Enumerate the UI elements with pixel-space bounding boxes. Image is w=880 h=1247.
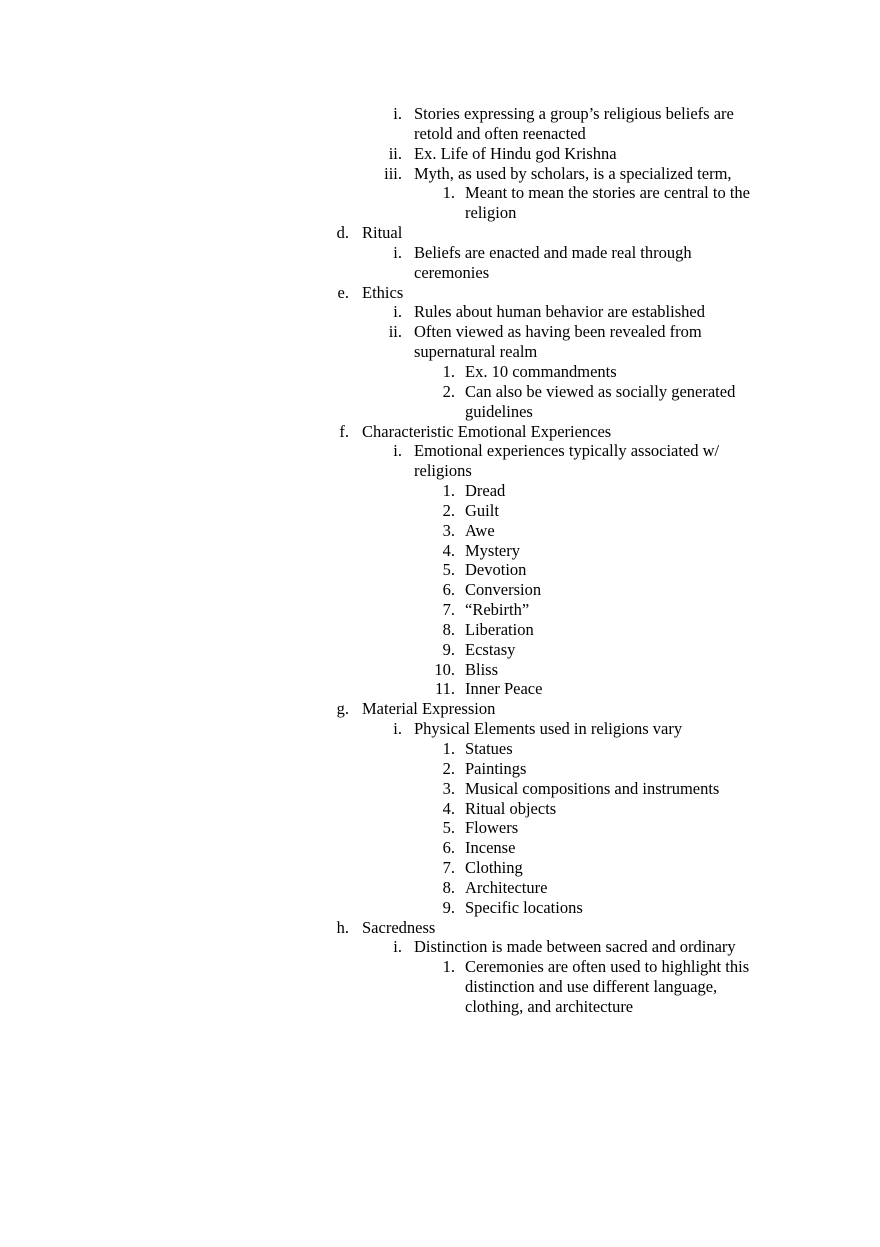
outline-line (0, 739, 880, 759)
list-item-text: Meant to mean the stories are central to the (465, 183, 750, 203)
list-marker: i. (393, 104, 402, 123)
outline-line (0, 818, 880, 838)
list-marker: 5. (442, 560, 455, 580)
list-marker: 9. (442, 897, 455, 917)
list-marker: g. (336, 699, 349, 719)
list-marker: 6. (442, 580, 455, 600)
list-item-text: Ritual objects (465, 798, 557, 818)
list-item-text: Ethics (362, 282, 404, 302)
list-item-text: religion (465, 203, 517, 223)
list-marker: 1. (442, 481, 455, 501)
list-item-text: Architecture (465, 877, 548, 897)
list-item-text: Bliss (465, 659, 499, 679)
outline-line (0, 362, 880, 382)
outline-list (0, 104, 880, 1017)
list-item-text: Inner Peace (465, 679, 543, 699)
outline-line (0, 799, 880, 819)
outline-line (0, 620, 880, 640)
outline-line (0, 322, 880, 342)
list-item-text: Guilt (465, 500, 499, 520)
list-marker: i. (393, 719, 402, 739)
outline-line (0, 124, 880, 144)
outline-line (0, 481, 880, 501)
outline-line (0, 422, 880, 442)
list-item-text: Emotional experiences typically associated w/ (414, 441, 720, 461)
list-marker: 3. (442, 520, 455, 540)
outline-line (0, 699, 880, 719)
list-item-text: religions (414, 461, 472, 481)
list-item-text: Clothing (465, 858, 523, 878)
list-item-text: Statues (465, 739, 513, 758)
list-marker: e. (337, 282, 349, 302)
outline-line (0, 838, 880, 858)
outline-line (0, 183, 880, 203)
outline-line (0, 283, 880, 303)
list-item-text: Can also be viewed as socially generated (465, 381, 736, 401)
outline-line (0, 660, 880, 680)
list-item-text: Mystery (465, 540, 520, 560)
outline-line (0, 779, 880, 799)
list-item-text: Sacredness (362, 917, 436, 937)
list-item-text: Material Expression (362, 699, 496, 719)
list-marker: i. (393, 937, 402, 957)
list-marker: f. (339, 421, 349, 441)
outline-line (0, 541, 880, 561)
list-item-text: Physical Elements used in religions vary (414, 719, 683, 739)
list-item-text: Stories expressing a group’s religious beliefs are (414, 104, 734, 123)
list-marker: 2. (442, 758, 455, 778)
list-item-text: Liberation (465, 619, 534, 639)
outline-line (0, 263, 880, 283)
list-marker: i. (393, 242, 402, 262)
list-marker: 2. (442, 381, 455, 401)
list-item-text: guidelines (465, 401, 533, 421)
list-marker: 1. (442, 361, 455, 381)
list-item-text: retold and often reenacted (414, 123, 586, 143)
outline-line (0, 977, 880, 997)
list-item-text: Conversion (465, 580, 542, 600)
list-item-text: Ceremonies are often used to highlight this (465, 957, 750, 977)
list-marker: iii. (384, 163, 402, 183)
outline-line (0, 918, 880, 938)
outline-line (0, 104, 880, 124)
list-marker: 6. (442, 838, 455, 858)
list-item-text: Ex. Life of Hindu god Krishna (414, 143, 617, 163)
outline-line (0, 382, 880, 402)
outline-line (0, 898, 880, 918)
outline-line (0, 402, 880, 422)
outline-line (0, 144, 880, 164)
list-marker: 8. (442, 619, 455, 639)
outline-line (0, 759, 880, 779)
outline-line (0, 342, 880, 362)
list-marker: 10. (434, 659, 455, 679)
list-marker: d. (336, 223, 349, 243)
list-marker: 11. (434, 679, 455, 699)
list-item-text: Musical compositions and instruments (465, 778, 720, 798)
outline-line (0, 580, 880, 600)
list-item-text: Distinction is made between sacred and ordinary (414, 937, 736, 957)
outline-line (0, 164, 880, 184)
list-item-text: Awe (465, 520, 495, 540)
outline-line (0, 521, 880, 541)
list-item-text: Rules about human behavior are established (414, 302, 705, 322)
list-item-text: Ritual (362, 223, 403, 243)
list-item-text: Paintings (465, 758, 527, 778)
list-marker: 2. (442, 500, 455, 520)
list-item-text: Often viewed as having been revealed from (414, 322, 702, 342)
list-item-text: Incense (465, 838, 516, 858)
outline-line (0, 719, 880, 739)
outline-line (0, 501, 880, 521)
list-marker: 5. (442, 818, 455, 838)
list-item-text: ceremonies (414, 262, 490, 282)
outline-line (0, 997, 880, 1017)
list-marker: i. (393, 302, 402, 322)
list-item-text: Characteristic Emotional Experiences (362, 421, 612, 441)
outline-line (0, 600, 880, 620)
list-marker: 9. (442, 639, 455, 659)
outline-line (0, 679, 880, 699)
list-marker: 4. (442, 798, 455, 818)
list-marker: 8. (442, 877, 455, 897)
list-marker: 1. (442, 739, 455, 758)
list-item-text: “Rebirth” (465, 600, 530, 620)
list-marker: ii. (388, 143, 402, 163)
list-item-text: Dread (465, 481, 506, 501)
list-item-text: distinction and use different language, (465, 977, 718, 997)
list-marker: h. (336, 917, 349, 937)
outline-line (0, 640, 880, 660)
outline-line (0, 937, 880, 957)
outline-line (0, 302, 880, 322)
list-item-text: Flowers (465, 818, 519, 838)
outline-line (0, 243, 880, 263)
list-marker: 4. (442, 540, 455, 560)
outline-line (0, 858, 880, 878)
outline-line (0, 461, 880, 481)
list-item-text: supernatural realm (414, 342, 538, 362)
list-marker: 1. (442, 957, 455, 977)
list-marker: 1. (442, 183, 455, 203)
list-item-text: Specific locations (465, 897, 583, 917)
list-item-text: Myth, as used by scholars, is a specialized term, (414, 163, 732, 183)
list-item-text: Beliefs are enacted and made real through (414, 242, 692, 262)
outline-line (0, 223, 880, 243)
list-marker: 3. (442, 778, 455, 798)
list-item-text: clothing, and architecture (465, 996, 634, 1016)
outline-line (0, 560, 880, 580)
outline-line (0, 878, 880, 898)
list-marker: i. (393, 441, 402, 461)
outline-line (0, 441, 880, 461)
list-marker: 7. (442, 858, 455, 878)
list-item-text: Devotion (465, 560, 527, 580)
list-item-text: Ecstasy (465, 639, 516, 659)
outline-line (0, 203, 880, 223)
outline-line (0, 957, 880, 977)
list-marker: ii. (388, 322, 402, 342)
list-item-text: Ex. 10 commandments (465, 361, 617, 381)
list-marker: 7. (442, 600, 455, 620)
